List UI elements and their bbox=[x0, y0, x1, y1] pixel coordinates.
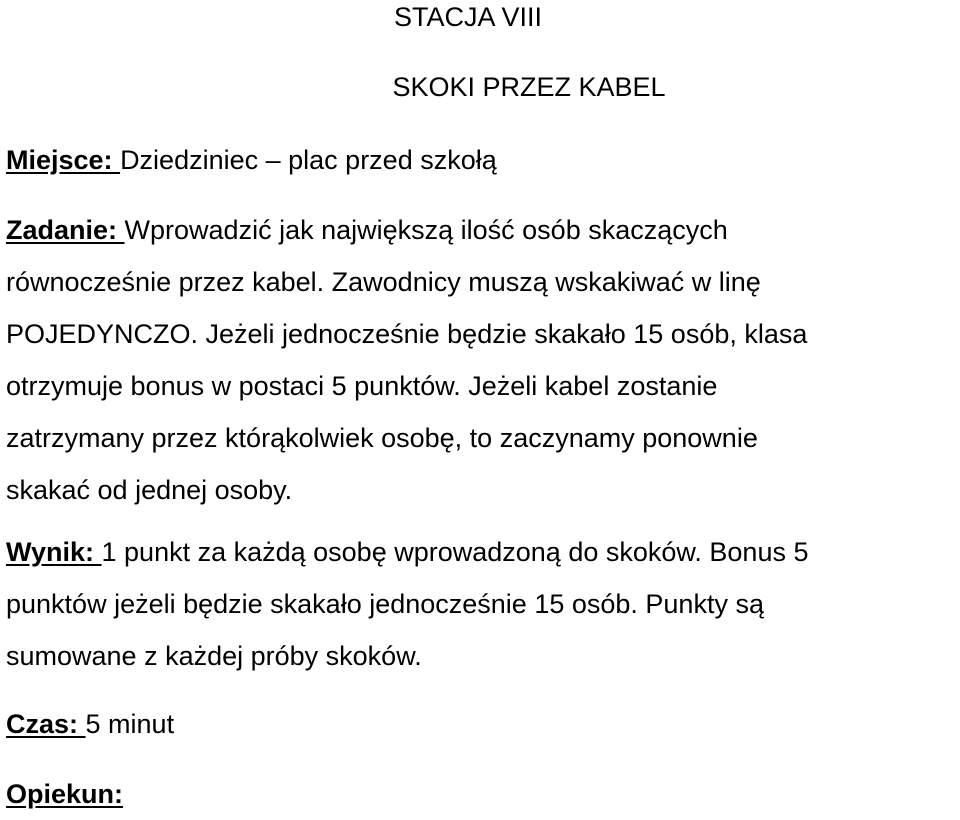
supervisor-label: Opiekun: bbox=[6, 779, 124, 809]
result-text-line: punktów jeżeli będzie skakało jednocześnie 15 osób. Punkty są bbox=[6, 589, 764, 619]
result-label: Wynik: bbox=[6, 537, 102, 567]
place-line bbox=[6, 134, 956, 186]
station-subtitle: SKOKI PRZEZ KABEL bbox=[392, 72, 666, 102]
task-text-line: zatrzymany przez którąkolwiek osobę, to zaczynamy ponownie bbox=[6, 423, 758, 453]
result-line bbox=[6, 526, 956, 578]
result-text-line: sumowane z każdej próby skoków. bbox=[6, 641, 422, 671]
task-text-line: skakać od jednej osoby. bbox=[6, 475, 293, 505]
time-text: 5 minut bbox=[85, 709, 175, 739]
result-text-line: 1 punkt za każdą osobę wprowadzoną do skoków. Bonus 5 bbox=[101, 537, 809, 567]
task-text-line: równocześnie przez kabel. Zawodnicy muszą wskakiwać w linę bbox=[6, 267, 761, 297]
task-section bbox=[6, 204, 956, 516]
time-section bbox=[6, 698, 956, 750]
place-label: Miejsce: bbox=[6, 145, 121, 175]
time-line bbox=[6, 698, 956, 750]
task-line bbox=[6, 204, 956, 256]
supervisor-line bbox=[6, 768, 956, 820]
supervisor-section bbox=[6, 768, 956, 820]
place-section bbox=[6, 134, 956, 186]
station-title: STACJA VIII bbox=[393, 2, 543, 32]
place-text: Dziedziniec – plac przed szkołą bbox=[120, 145, 497, 175]
task-text-line: otrzymuje bonus w postaci 5 punktów. Jeżeli kabel zostanie bbox=[6, 371, 718, 401]
task-label: Zadanie: bbox=[6, 215, 125, 245]
task-text-line: POJEDYNCZO. Jeżeli jednocześnie będzie skakało 15 osób, klasa bbox=[6, 319, 808, 349]
time-label: Czas: bbox=[6, 709, 86, 739]
task-text-line: Wprowadzić jak największą ilość osób skaczących bbox=[124, 215, 728, 245]
result-section bbox=[6, 526, 956, 682]
